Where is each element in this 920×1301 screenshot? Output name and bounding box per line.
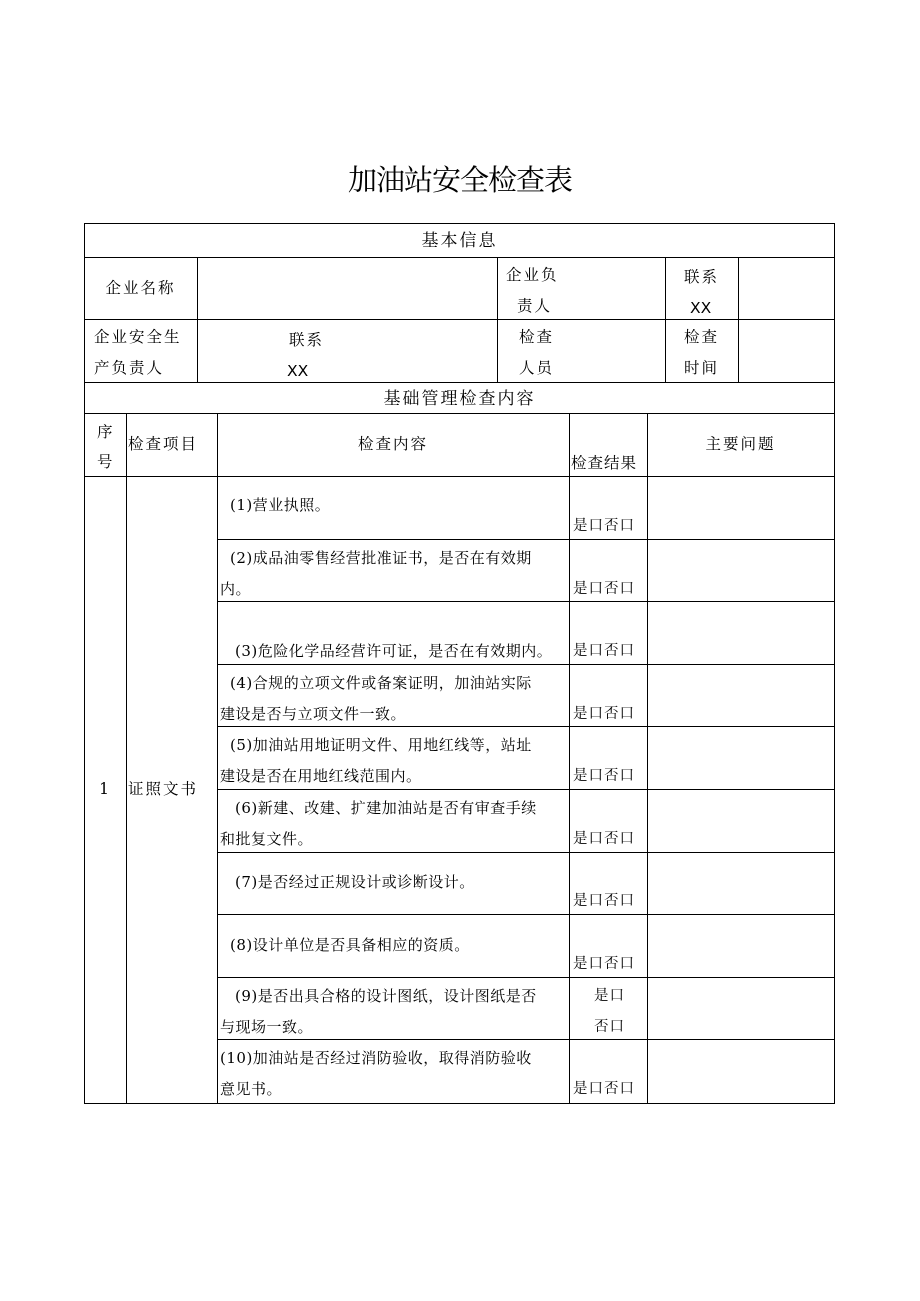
principal-label-1: 企业负 bbox=[506, 266, 559, 284]
contact-label-2: 联系 bbox=[289, 331, 325, 349]
row-content-line1: (6)新建、改建、扩建加油站是否有审查手续 bbox=[235, 799, 537, 817]
page-title: 加油站安全检查表 bbox=[347, 163, 572, 197]
row-result-yes: 是口 bbox=[594, 988, 625, 1004]
row-result: 是口否口 bbox=[573, 893, 635, 909]
basic-info-heading: 基本信息 bbox=[421, 231, 498, 251]
row-content-line1: (8)设计单位是否具备相应的资质。 bbox=[230, 936, 470, 954]
inspect-time-label-1: 检查 bbox=[684, 328, 720, 346]
inspection-table bbox=[84, 223, 835, 1104]
row-content-line1: (9)是否出具合格的设计图纸，设计图纸是否 bbox=[235, 987, 537, 1005]
header-content: 检查内容 bbox=[357, 435, 428, 453]
row-content-line2: 与现场一致。 bbox=[220, 1018, 314, 1036]
management-heading: 基础管理检查内容 bbox=[383, 389, 536, 409]
row-result: 是口否口 bbox=[573, 581, 635, 597]
safety-principal-label-1: 企业安全生 bbox=[94, 328, 182, 346]
header-issues: 主要问题 bbox=[705, 435, 776, 453]
row-result: 是口否口 bbox=[573, 643, 635, 659]
row-content-line1: (5)加油站用地证明文件、用地红线等，站址 bbox=[230, 736, 532, 754]
group-seq: 1 bbox=[99, 780, 111, 798]
row-result: 是口否口 bbox=[573, 518, 635, 534]
company-name-label: 企业名称 bbox=[105, 279, 176, 297]
row-content-line1: (2)成品油零售经营批准证书，是否在有效期 bbox=[230, 549, 532, 567]
row-content-line2: 意见书。 bbox=[220, 1080, 283, 1098]
row-content-line2: 建设是否在用地红线范围内。 bbox=[220, 767, 422, 785]
row-content-line1: (4)合规的立项文件或备案证明，加油站实际 bbox=[230, 674, 532, 692]
contact-label-1: 联系 bbox=[684, 268, 720, 286]
row-result: 是口否口 bbox=[573, 768, 635, 784]
row-result: 是口否口 bbox=[573, 706, 635, 722]
row-result: 是口否口 bbox=[573, 1081, 635, 1097]
header-seq-2: 号 bbox=[97, 453, 115, 471]
row-result: 是口否口 bbox=[573, 831, 635, 847]
row-content-line2: 和批复文件。 bbox=[220, 830, 314, 848]
row-content-line1: (1)营业执照。 bbox=[230, 496, 331, 514]
row-content-line2: (3)危险化学品经营许可证，是否在有效期内。 bbox=[235, 642, 553, 660]
header-item: 检查项目 bbox=[128, 435, 199, 453]
row-content-line2: 建设是否与立项文件一致。 bbox=[220, 705, 407, 723]
group-item: 证照文书 bbox=[128, 780, 199, 798]
contact-value-2: XX bbox=[287, 362, 309, 380]
header-seq-1: 序 bbox=[97, 423, 115, 441]
row-content-line2: 内。 bbox=[220, 580, 252, 598]
contact-value-1: XX bbox=[690, 299, 712, 317]
row-result: 是口否口 bbox=[573, 956, 635, 972]
principal-label-2: 责人 bbox=[517, 297, 553, 315]
row-content-line1: (7)是否经过正规设计或诊断设计。 bbox=[235, 873, 475, 891]
inspector-label-2: 人员 bbox=[519, 359, 555, 377]
inspector-label-1: 检查 bbox=[519, 328, 555, 346]
header-result: 检查结果 bbox=[571, 454, 638, 472]
safety-principal-label-2: 产负责人 bbox=[94, 359, 165, 377]
row-content-line1: (10)加油站是否经过消防验收，取得消防验收 bbox=[220, 1049, 532, 1067]
row-result-no: 否口 bbox=[594, 1019, 625, 1035]
inspect-time-label-2: 时间 bbox=[684, 359, 720, 377]
